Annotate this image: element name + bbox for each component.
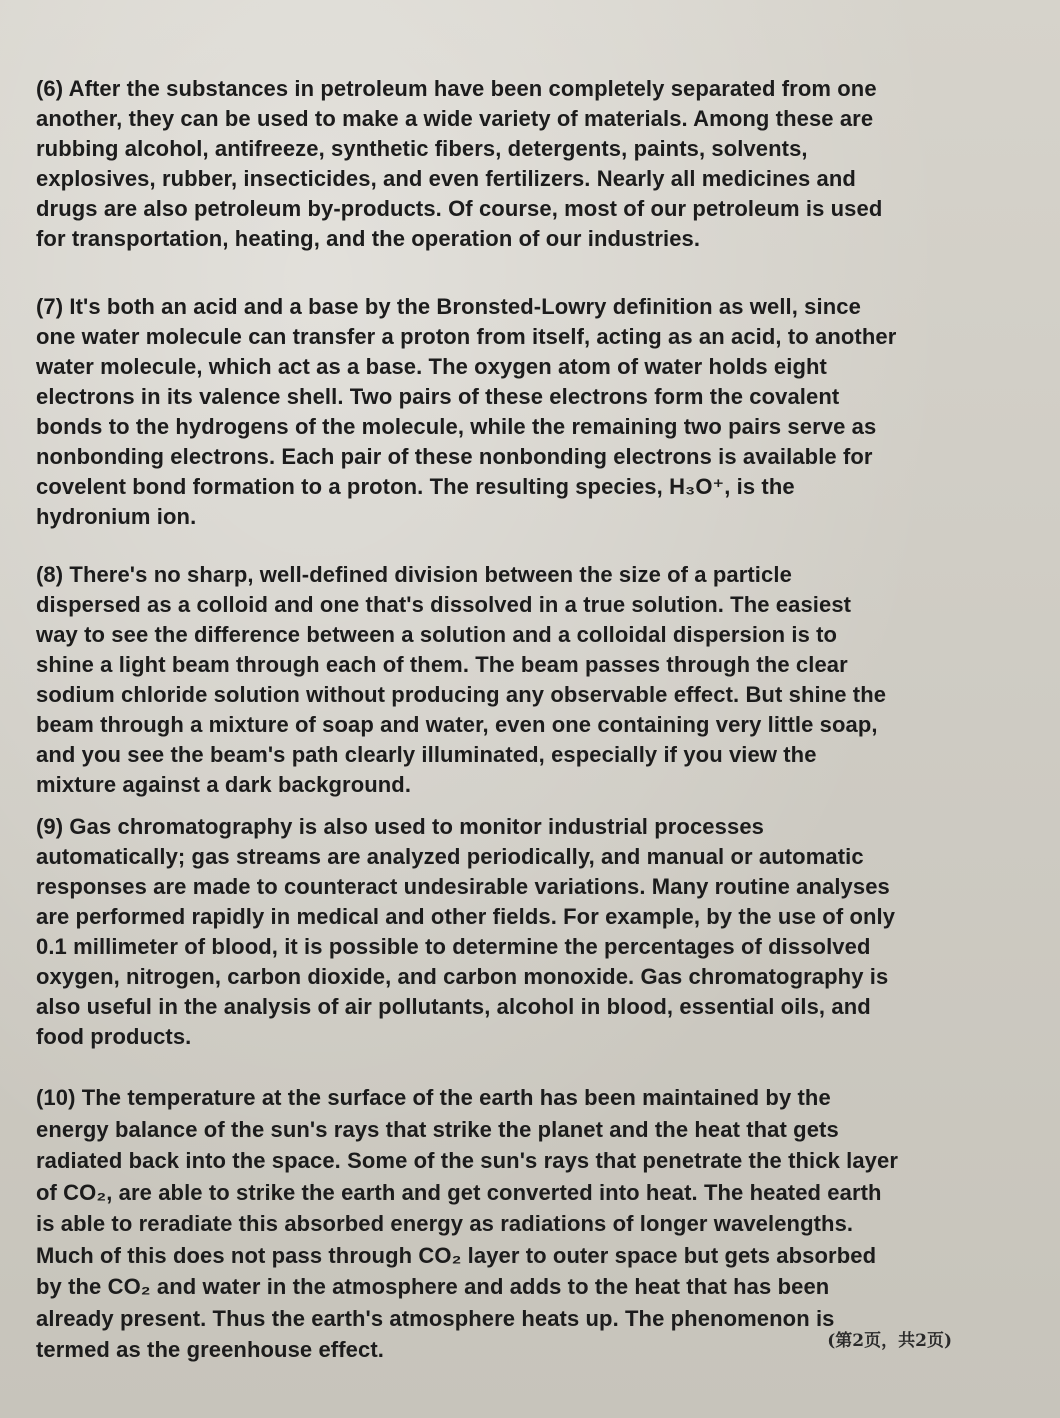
paragraph-line: sodium chloride solution without producing any observable effect. But shine the bbox=[36, 682, 887, 707]
paragraph-line: of CO₂, are able to strike the earth and get converted into heat. The heated earth bbox=[36, 1179, 882, 1205]
paragraph-line: responses are made to counteract undesirable variations. Many routine analyses bbox=[36, 874, 890, 899]
paragraph-10 bbox=[36, 1082, 1011, 1366]
paragraph-line: for transportation, heating, and the operation of our industries. bbox=[36, 226, 701, 251]
paragraph-line: are performed rapidly in medical and other fields. For example, by the use of only bbox=[36, 904, 896, 929]
paragraph-line: (7) It's both an acid and a base by the Bronsted-Lowry definition as well, since bbox=[36, 294, 861, 319]
paragraph-9 bbox=[36, 812, 1011, 1052]
paragraph-line: rubbing alcohol, antifreeze, synthetic fibers, detergents, paints, solvents, bbox=[36, 136, 808, 161]
paragraph-line: way to see the difference between a solution and a colloidal dispersion is to bbox=[36, 622, 838, 647]
paragraph-line: mixture against a dark background. bbox=[36, 772, 412, 797]
paragraph-7 bbox=[36, 292, 1011, 532]
paragraph-line: (10) The temperature at the surface of the earth has been maintained by the bbox=[36, 1085, 831, 1110]
paragraph-line: (9) Gas chromatography is also used to monitor industrial processes bbox=[36, 814, 764, 839]
paragraph-line: is able to reradiate this absorbed energy as radiations of longer wavelengths. bbox=[36, 1211, 854, 1236]
paragraph-6 bbox=[36, 74, 1011, 254]
paragraph-line: (8) There's no sharp, well-defined division between the size of a particle bbox=[36, 562, 792, 587]
paragraph-line: another, they can be used to make a wide variety of materials. Among these are bbox=[36, 106, 874, 131]
paragraph-line: and you see the beam's path clearly illuminated, especially if you view the bbox=[36, 742, 817, 767]
paragraph-line: explosives, rubber, insecticides, and even fertilizers. Nearly all medicines and bbox=[36, 166, 856, 191]
paragraph-line: oxygen, nitrogen, carbon dioxide, and carbon monoxide. Gas chromatography is bbox=[36, 964, 889, 989]
paragraph-line: automatically; gas streams are analyzed periodically, and manual or automatic bbox=[36, 844, 864, 869]
paragraph-line: drugs are also petroleum by-products. Of course, most of our petroleum is used bbox=[36, 196, 883, 221]
page-number-note: (第2页，共2页) bbox=[827, 1331, 952, 1351]
paragraph-line: radiated back into the space. Some of the sun's rays that penetrate the thick layer bbox=[36, 1148, 899, 1173]
paragraph-line: shine a light beam through each of them. The beam passes through the clear bbox=[36, 652, 848, 677]
paragraph-line: Much of this does not pass through CO₂ layer to outer space but gets absorbed bbox=[36, 1242, 877, 1268]
paragraph-line: electrons in its valence shell. Two pairs of these electrons form the covalent bbox=[36, 384, 840, 409]
paragraph-line: nonbonding electrons. Each pair of these nonbonding electrons is available for bbox=[36, 444, 873, 469]
paragraph-line: covelent bond formation to a proton. The resulting species, H₃O⁺, is the bbox=[36, 474, 795, 499]
paragraph-line: by the CO₂ and water in the atmosphere and adds to the heat that has been bbox=[36, 1274, 830, 1299]
paragraph-line: already present. Thus the earth's atmosphere heats up. The phenomenon is bbox=[36, 1305, 835, 1331]
paragraph-line: also useful in the analysis of air pollutants, alcohol in blood, essential oils, and bbox=[36, 994, 871, 1019]
paragraph-line: one water molecule can transfer a proton from itself, acting as an acid, to another bbox=[36, 324, 897, 349]
paragraph-line: food products. bbox=[36, 1024, 192, 1049]
paragraph-line: hydronium ion. bbox=[36, 504, 197, 529]
paragraph-line: termed as the greenhouse effect. bbox=[36, 1337, 384, 1362]
paragraph-line: 0.1 millimeter of blood, it is possible to determine the percentages of dissolved bbox=[36, 934, 871, 959]
paragraph-line: energy balance of the sun's rays that strike the planet and the heat that gets bbox=[36, 1116, 839, 1142]
paragraph-8 bbox=[36, 560, 1011, 800]
paragraph-line: beam through a mixture of soap and water, even one containing very little soap, bbox=[36, 712, 878, 737]
paragraph-line: water molecule, which act as a base. The oxygen atom of water holds eight bbox=[36, 354, 827, 379]
paragraph-line: bonds to the hydrogens of the molecule, while the remaining two pairs serve as bbox=[36, 414, 877, 439]
paragraph-line: (6) After the substances in petroleum have been completely separated from one bbox=[36, 76, 877, 101]
paragraph-line: dispersed as a colloid and one that's dissolved in a true solution. The easiest bbox=[36, 592, 852, 617]
